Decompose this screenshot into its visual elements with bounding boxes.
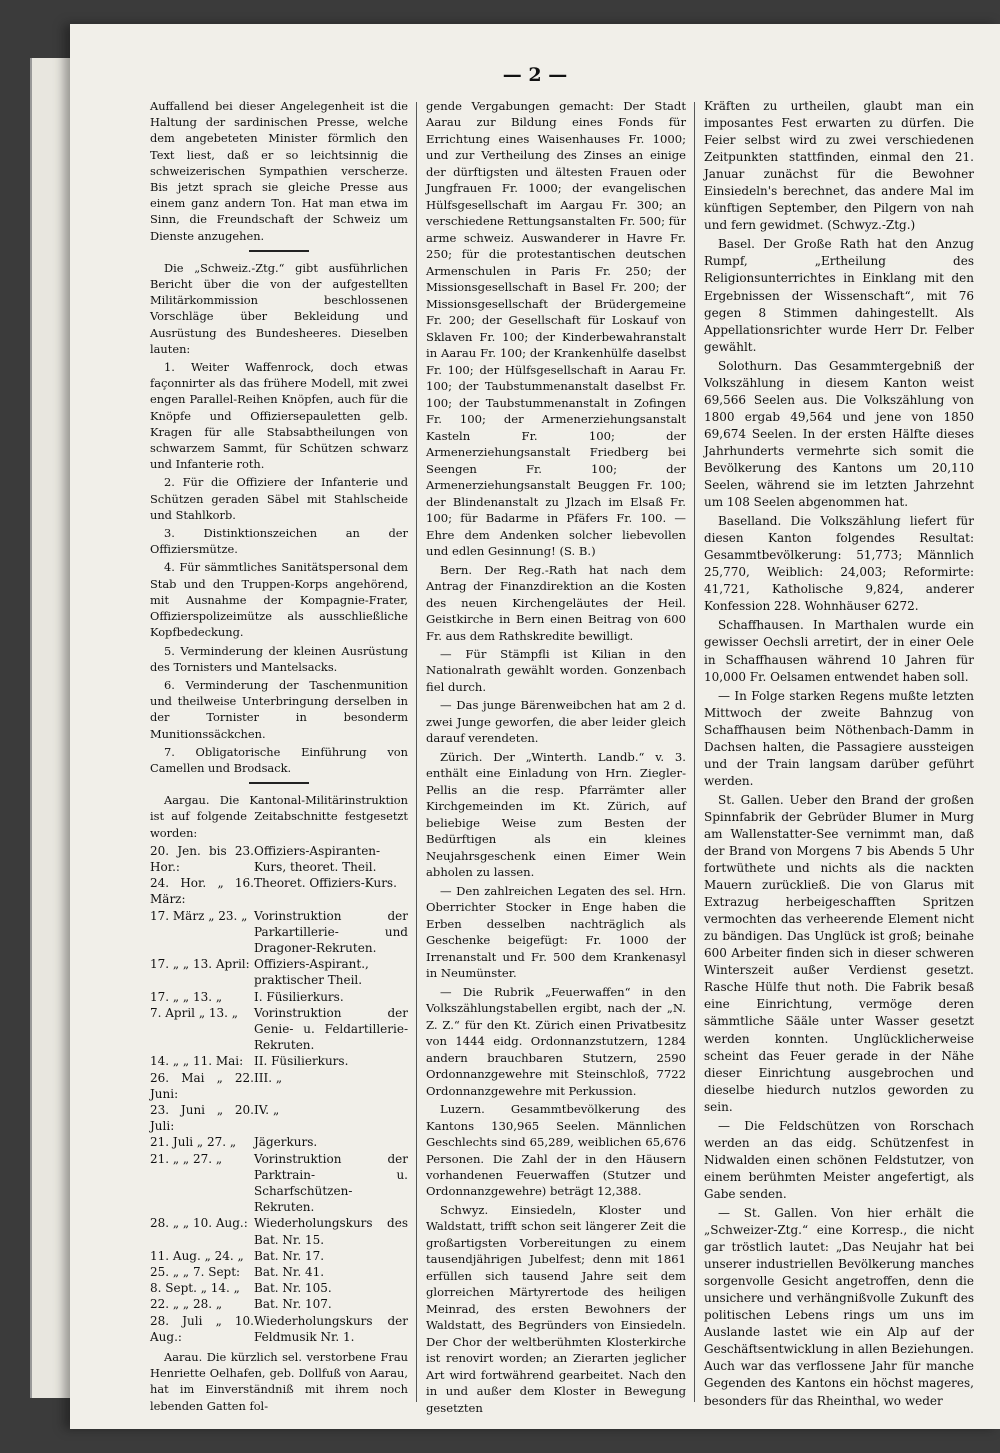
column-divider	[416, 102, 417, 1402]
schedule-course: Wiederholungskurs der Feldmusik Nr. 1.	[254, 1313, 408, 1344]
schedule-date: 17. März „ 23. „	[150, 908, 248, 923]
schedule-date: 14. „ „ 11. Mai:	[150, 1054, 244, 1069]
schedule-date: 23. Juni „ 20. Juli:	[150, 1102, 254, 1134]
schedule-row	[150, 1248, 408, 1264]
column-divider	[694, 102, 695, 1402]
schedule-date: 24. Hor. „ 16. März:	[150, 876, 254, 907]
article-paragraph: — Die Feldschützen von Rorschach werden an das eidg. Schützenfest in Nidwalden einen schönen Feldstutzer, von einem berühmten Meister angefertigt, als Gabe senden.	[704, 1118, 974, 1201]
schedule-course: Vorinstruktion der Parktrain- u. Scharfschützen-Rekruten.	[254, 1151, 408, 1215]
schedule-course: Vorinstruktion der Genie- u. Feldartillerie-Rekruten.	[254, 1005, 408, 1053]
article-paragraph: — Den zahlreichen Legaten des sel. Hrn. Oberrichter Stocker in Enge haben die Erben desselben nachträglich als Geschenke beigefügt: Fr. 1000 der Irrenanstalt und Fr. 500 dem Krankenasyl in Neumünster.	[426, 883, 686, 981]
schedule-date: 22. „ „ 28. „	[150, 1297, 223, 1312]
schedule-row	[150, 989, 408, 1005]
article-paragraph: — In Folge starken Regens mußte letzten Mittwoch der zweite Bahnzug von Schaffhausen beim Nöthenbach-Damm in Dachsen halten, die Passagiere aussteigen und der Train langsam darüber geführt werden.	[704, 688, 974, 788]
schedule-course: IV. „	[254, 1102, 280, 1117]
article-paragraph: Baselland. Die Volkszählung liefert für diesen Kanton folgendes Resultat: Gesammtbevölkerung: 51,773; Männlich 25,770, Weiblich: 24,003; Reformirte: 41,721, Katholische 9,824, anderer Konfession 228. Wohnhäuser 6272.	[704, 514, 974, 614]
schedule-course: Bat. Nr. 105.	[254, 1281, 332, 1296]
schedule-date: 25. „ „ 7. Sept:	[150, 1265, 241, 1280]
schedule-row	[150, 1296, 408, 1312]
list-item: 4. Für sämmtliches Sanitätspersonal dem Stab und den Truppen-Korps angehörend, mit Ausnahme der Kompagnie-Frater, Offizierspolizeimütze als ausschließliche Kopfbedeckung.	[150, 560, 408, 640]
schedule-row	[150, 843, 408, 875]
article-paragraph: Aargau. Die Kantonal-Militärinstruktion ist auf folgende Zeitabschnitte festgesetzt worden:	[150, 793, 408, 840]
schedule-course: Vorinstruktion der Parkartillerie- und Dragoner-Rekruten.	[254, 908, 408, 955]
article-paragraph: Kräften zu urtheilen, glaubt man ein imposantes Fest erwarten zu dürfen. Die Feier selbst wird zu zwei verschiedenen Zeitpunkten stattfinden, einmal den 21. Januar zunächst für die Bewohner Einsiedeln's berechnet, das andere Mal im künftigen September, den Pilgern von nah und fern gewidmet. (Schwyz.-Ztg.)	[704, 99, 974, 233]
schedule-date: 21. Juli „ 27. „	[150, 1135, 237, 1150]
list-item: 1. Weiter Waffenrock, doch etwas façonnirter als das frühere Modell, mit zwei engen Parallel-Reihen Knöpfen, auch für die Knöpfe und Offiziersepauletten gelb. Kragen für alle Stabsabtheilungen von schwarzem Sammt, für Schützen schwarz und Infanterie roth.	[150, 360, 408, 472]
column-2	[426, 98, 686, 1418]
article-paragraph: — St. Gallen. Von hier erhält die „Schweizer-Ztg.“ eine Korresp., die nicht gar tröstlich lautet: „Das Neujahr hat bei unserer industriellen Bevölkerung manches sorgenvolle Gesicht angetroffen, denn die unsichere und verhängnißvolle Zukunft des politischen Lebens rings um uns im Auslande lastet wie ein Alp auf der Geschäftsentwicklung in allen Beziehungen. Auch war das verflossene Jahr für manche Gegenden des Kantons ein höchst mageres, besonders für das Rheinthal, wo weder	[704, 1206, 974, 1408]
article-paragraph: Aarau. Die kürzlich sel. verstorbene Frau Henriette Oelhafen, geb. Dollfuß von Aarau, hat im Einverständniß mit ihrem noch lebenden Gatten fol-	[150, 1350, 408, 1413]
schedule-row	[150, 1005, 408, 1054]
article-paragraph: Bern. Der Reg.-Rath hat nach dem Antrag der Finanzdirektion an die Kosten des neuen Kirchengeläutes der Heil. Geistkirche in Bern einen Beitrag von 600 Fr. aus dem Rathskredite bewilligt.	[426, 562, 686, 643]
schedule-course: Wiederholungskurs des Bat. Nr. 15.	[254, 1216, 408, 1247]
schedule-row	[150, 956, 408, 988]
schedule-row	[150, 1280, 408, 1296]
article-paragraph: Schwyz. Einsiedeln, Kloster und Waldstatt, trifft schon seit längerer Zeit die großartigsten Vorbereitungen zu einem tausendjährigen Jubelfest; denn mit 1861 erfüllen sich tausend Jahre seit dem glorreichen Märtyrertode des heiligen Meinrad, des ersten Bewohners der Waldstatt, des Begründers von Einsiedeln. Der Chor der weltberühmten Klosterkirche ist renovirt worden; an Zierarten jeglicher Art wird fortwährend gearbeitet. Nach den in und außer dem Kloster in Bewegung gesetzten	[426, 1202, 686, 1415]
schedule-date: 8. Sept. „ 14. „	[150, 1281, 240, 1296]
schedule-row	[150, 1215, 408, 1247]
page-number: — 2 —	[502, 64, 568, 86]
schedule-row	[150, 1134, 408, 1150]
schedule-row	[150, 1264, 408, 1280]
schedule-date: 11. Aug. „ 24. „	[150, 1248, 244, 1263]
schedule-course: I. Füsilierkurs.	[254, 989, 344, 1004]
column-3	[704, 98, 974, 1412]
schedule-date: 28. „ „ 10. Aug.:	[150, 1216, 248, 1231]
section-rule	[249, 782, 309, 784]
article-paragraph: Solothurn. Das Gesammtergebniß der Volkszählung in diesem Kanton weist 69,566 Seelen aus. Die Volkszählung von 1800 ergab 49,564 und jene von 1850 69,674 Seelen. In der ersten Hälfte dieses Jahrhunderts vermehrte sich somit die Bevölkerung des Kantons um 20,110 Seelen, während sie im letzten Jahrzehnt um 108 Seelen abgenommen hat.	[704, 358, 974, 510]
schedule-course: III. „	[254, 1070, 283, 1085]
article-paragraph: Luzern. Gesammtbevölkerung des Kantons 130,965 Seelen. Männlichen Geschlechts sind 65,289, weiblichen 65,676 Personen. Die Zahl der in den Häusern vorhandenen Feuerwaffen (Stutzer und Ordonnanzgewehre) beträgt 12,388.	[426, 1102, 686, 1199]
article-paragraph: — Das junge Bärenweibchen hat am 2 d. zwei Junge geworfen, die aber leider gleich darauf verendeten.	[426, 698, 686, 746]
schedule-row	[150, 1313, 408, 1345]
instruction-schedule	[150, 843, 408, 1345]
list-item: 5. Verminderung der kleinen Ausrüstung des Tornisters und Mantelsacks.	[150, 643, 408, 674]
schedule-row	[150, 1070, 408, 1102]
schedule-date: 21. „ „ 27. „	[150, 1151, 223, 1166]
article-paragraph: Auffallend bei dieser Angelegenheit ist die Haltung der sardinischen Presse, welche dem angebeteten Minister förmlich den Text liest, daß er so leichtsinnig die schweizerischen Sympathien verscherze. Bis jetzt sprach sie gleiche Presse aus einem ganz andern Ton. Hat man etwa im Sinn, die Freundschaft der Schweiz um Dienste anzugehen.	[150, 99, 408, 243]
schedule-date: 20. Jen. bis 23. Hor.:	[150, 843, 254, 874]
schedule-row	[150, 1102, 408, 1134]
article-paragraph: gende Vergabungen gemacht: Der Stadt Aarau zur Bildung eines Fonds für Errichtung eines Waisenhauses Fr. 1000; und zur Vertheilung des Zinses an einige der dürftigsten und ältesten Frauen oder Jungfrauen Fr. 1000; der evangelischen Hülfsgesellschaft im Aargau Fr. 300; an verschiedene Rettungsanstalten Fr. 500; für arme schweiz. Auswanderer in Havre Fr. 250; für die protestantischen deutschen Armenschulen in Paris Fr. 250; der Missionsgesellschaft in Basel Fr. 200; der Missionsgesellschaft der Brüdergemeine Fr. 200; der Gesellschaft für Loskauf von Sklaven Fr. 100; der Kinderbewahranstalt in Aarau Fr. 100; der Krankenhülfe daselbst Fr. 100; der Hülfsgesellschaft in Aarau Fr. 100; der Taubstummenanstalt daselbst Fr. 100; der Taubstummenanstalt in Zofingen Fr. 100; der Armenerziehungsanstalt Kasteln Fr. 100; der Armenerziehungsanstalt Friedberg bei Seengen Fr. 100; der Armenerziehungsanstalt Beuggen Fr. 100; der Blindenanstalt zu Jlzach im Elsaß Fr. 100; für Badarme in Pfäfers Fr. 100. — Ehre dem Andenken solcher liebevollen und edlen Gesinnung! (S. B.)	[426, 99, 686, 559]
schedule-date: 17. „ „ 13. April:	[150, 957, 250, 972]
column-1	[150, 98, 408, 1416]
list-item: 6. Verminderung der Taschenmunition und theilweise Unterbringung derselben in der Tornister in besonderm Munitionssäckchen.	[150, 677, 408, 741]
schedule-course: Bat. Nr. 41.	[254, 1265, 325, 1280]
schedule-row	[150, 1151, 408, 1216]
schedule-row	[150, 908, 408, 957]
article-paragraph: Die „Schweiz.-Ztg.“ gibt ausführlichen Bericht über die von der aufgestellten Militärkommission beschlossenen Vorschläge über Bekleidung und Ausrüstung des Bundesheeres. Dieselben lauten:	[150, 260, 408, 356]
article-paragraph: — Für Stämpfli ist Kilian in den Nationalrath gewählt worden. Gonzenbach fiel durch.	[426, 646, 686, 694]
schedule-row	[150, 875, 408, 907]
schedule-course: II. Füsilierkurs.	[254, 1054, 349, 1069]
article-paragraph: Zürich. Der „Winterth. Landb.“ v. 3. enthält eine Einladung von Hrn. Ziegler-Pellis an die resp. Pfarrämter aller Kirchgemeinden im Kt. Zürich, auf beliebige Weise zum Besten der Bedürftigen als ein kleines Neujahrsgeschenk einen Eimer Wein abholen zu lassen.	[426, 749, 686, 880]
schedule-date: 26. Mai „ 22. Juni:	[150, 1070, 254, 1101]
schedule-course: Offiziers-Aspirant., praktischer Theil.	[254, 957, 369, 988]
schedule-course: Bat. Nr. 17.	[254, 1248, 325, 1263]
schedule-date: 28. Juli „ 10. Aug.:	[150, 1313, 254, 1344]
article-paragraph: St. Gallen. Ueber den Brand der großen Spinnfabrik der Gebrüder Blumer in Murg am Wallenstatter-See vernimmt man, daß der Brand von Morgens 7 bis Abends 5 Uhr fortwüthete und nichts als die nackten Mauern zurückließ. Die von Glarus mit Extrazug herbeigeschafften Spritzen vermochten das verheerende Element nicht zu bändigen. Das Unglück ist groß; beinahe 600 Arbeiter finden sich in dieser schweren Winterszeit außer Verdienst gesetzt. Rasche Hülfe thut noth. Die Fabrik besaß eine Einrichtung, vermöge deren sämmtliche Sääle unter Wasser gesetzt werden konnten. Unglücklicherweise scheint das Feuer gerade in der Nähe dieser Einrichtung ausgebrochen und dieselbe hiedurch nutzlos geworden zu sein.	[704, 792, 974, 1114]
list-item: 2. Für die Offiziere der Infanterie und Schützen geraden Säbel mit Stahlscheide und Stahlkorb.	[150, 475, 408, 522]
schedule-course: Offiziers-Aspiranten-Kurs, theoret. Theil.	[254, 843, 381, 874]
schedule-row	[150, 1053, 408, 1069]
schedule-course: Jägerkurs.	[254, 1135, 318, 1150]
article-paragraph: Schaffhausen. In Marthalen wurde ein gewisser Oechsli arretirt, der in einer Oele in Schaffhausen während 10 Jahren für 10,000 Fr. Oelsamen entwendet haben soll.	[704, 618, 974, 684]
list-item: 7. Obligatorische Einführung von Camellen und Brodsack.	[150, 744, 408, 775]
section-rule	[249, 250, 309, 252]
article-paragraph: — Die Rubrik „Feuerwaffen“ in den Volkszählungstabellen ergibt, nach der „N. Z. Z.“ für den Kt. Zürich einen Privatbesitz von 1444 eidg. Ordonnanzstutzern, 1284 andern brauchbaren Stutzern, 2590 Ordonnanzgewehre mit Steinschloß, 7722 Ordonnanzgewehre mit Perkussion.	[426, 984, 686, 1098]
schedule-date: 7. April „ 13. „	[150, 1005, 238, 1020]
article-paragraph: Basel. Der Große Rath hat den Anzug Rumpf, „Ertheilung des Religionsunterrichtes in Einklang mit den Ergebnissen der Wissenschaft“, mit 76 gegen 8 Stimmen dahingestellt. Als Appellationsrichter wurde Herr Dr. Felber gewählt.	[704, 237, 974, 354]
list-item: 3. Distinktionszeichen an der Offiziersmütze.	[150, 526, 408, 557]
schedule-course: Bat. Nr. 107.	[254, 1297, 332, 1312]
schedule-date: 17. „ „ 13. „	[150, 989, 223, 1004]
schedule-course: Theoret. Offiziers-Kurs.	[254, 876, 397, 891]
newspaper-page	[70, 24, 1000, 1429]
